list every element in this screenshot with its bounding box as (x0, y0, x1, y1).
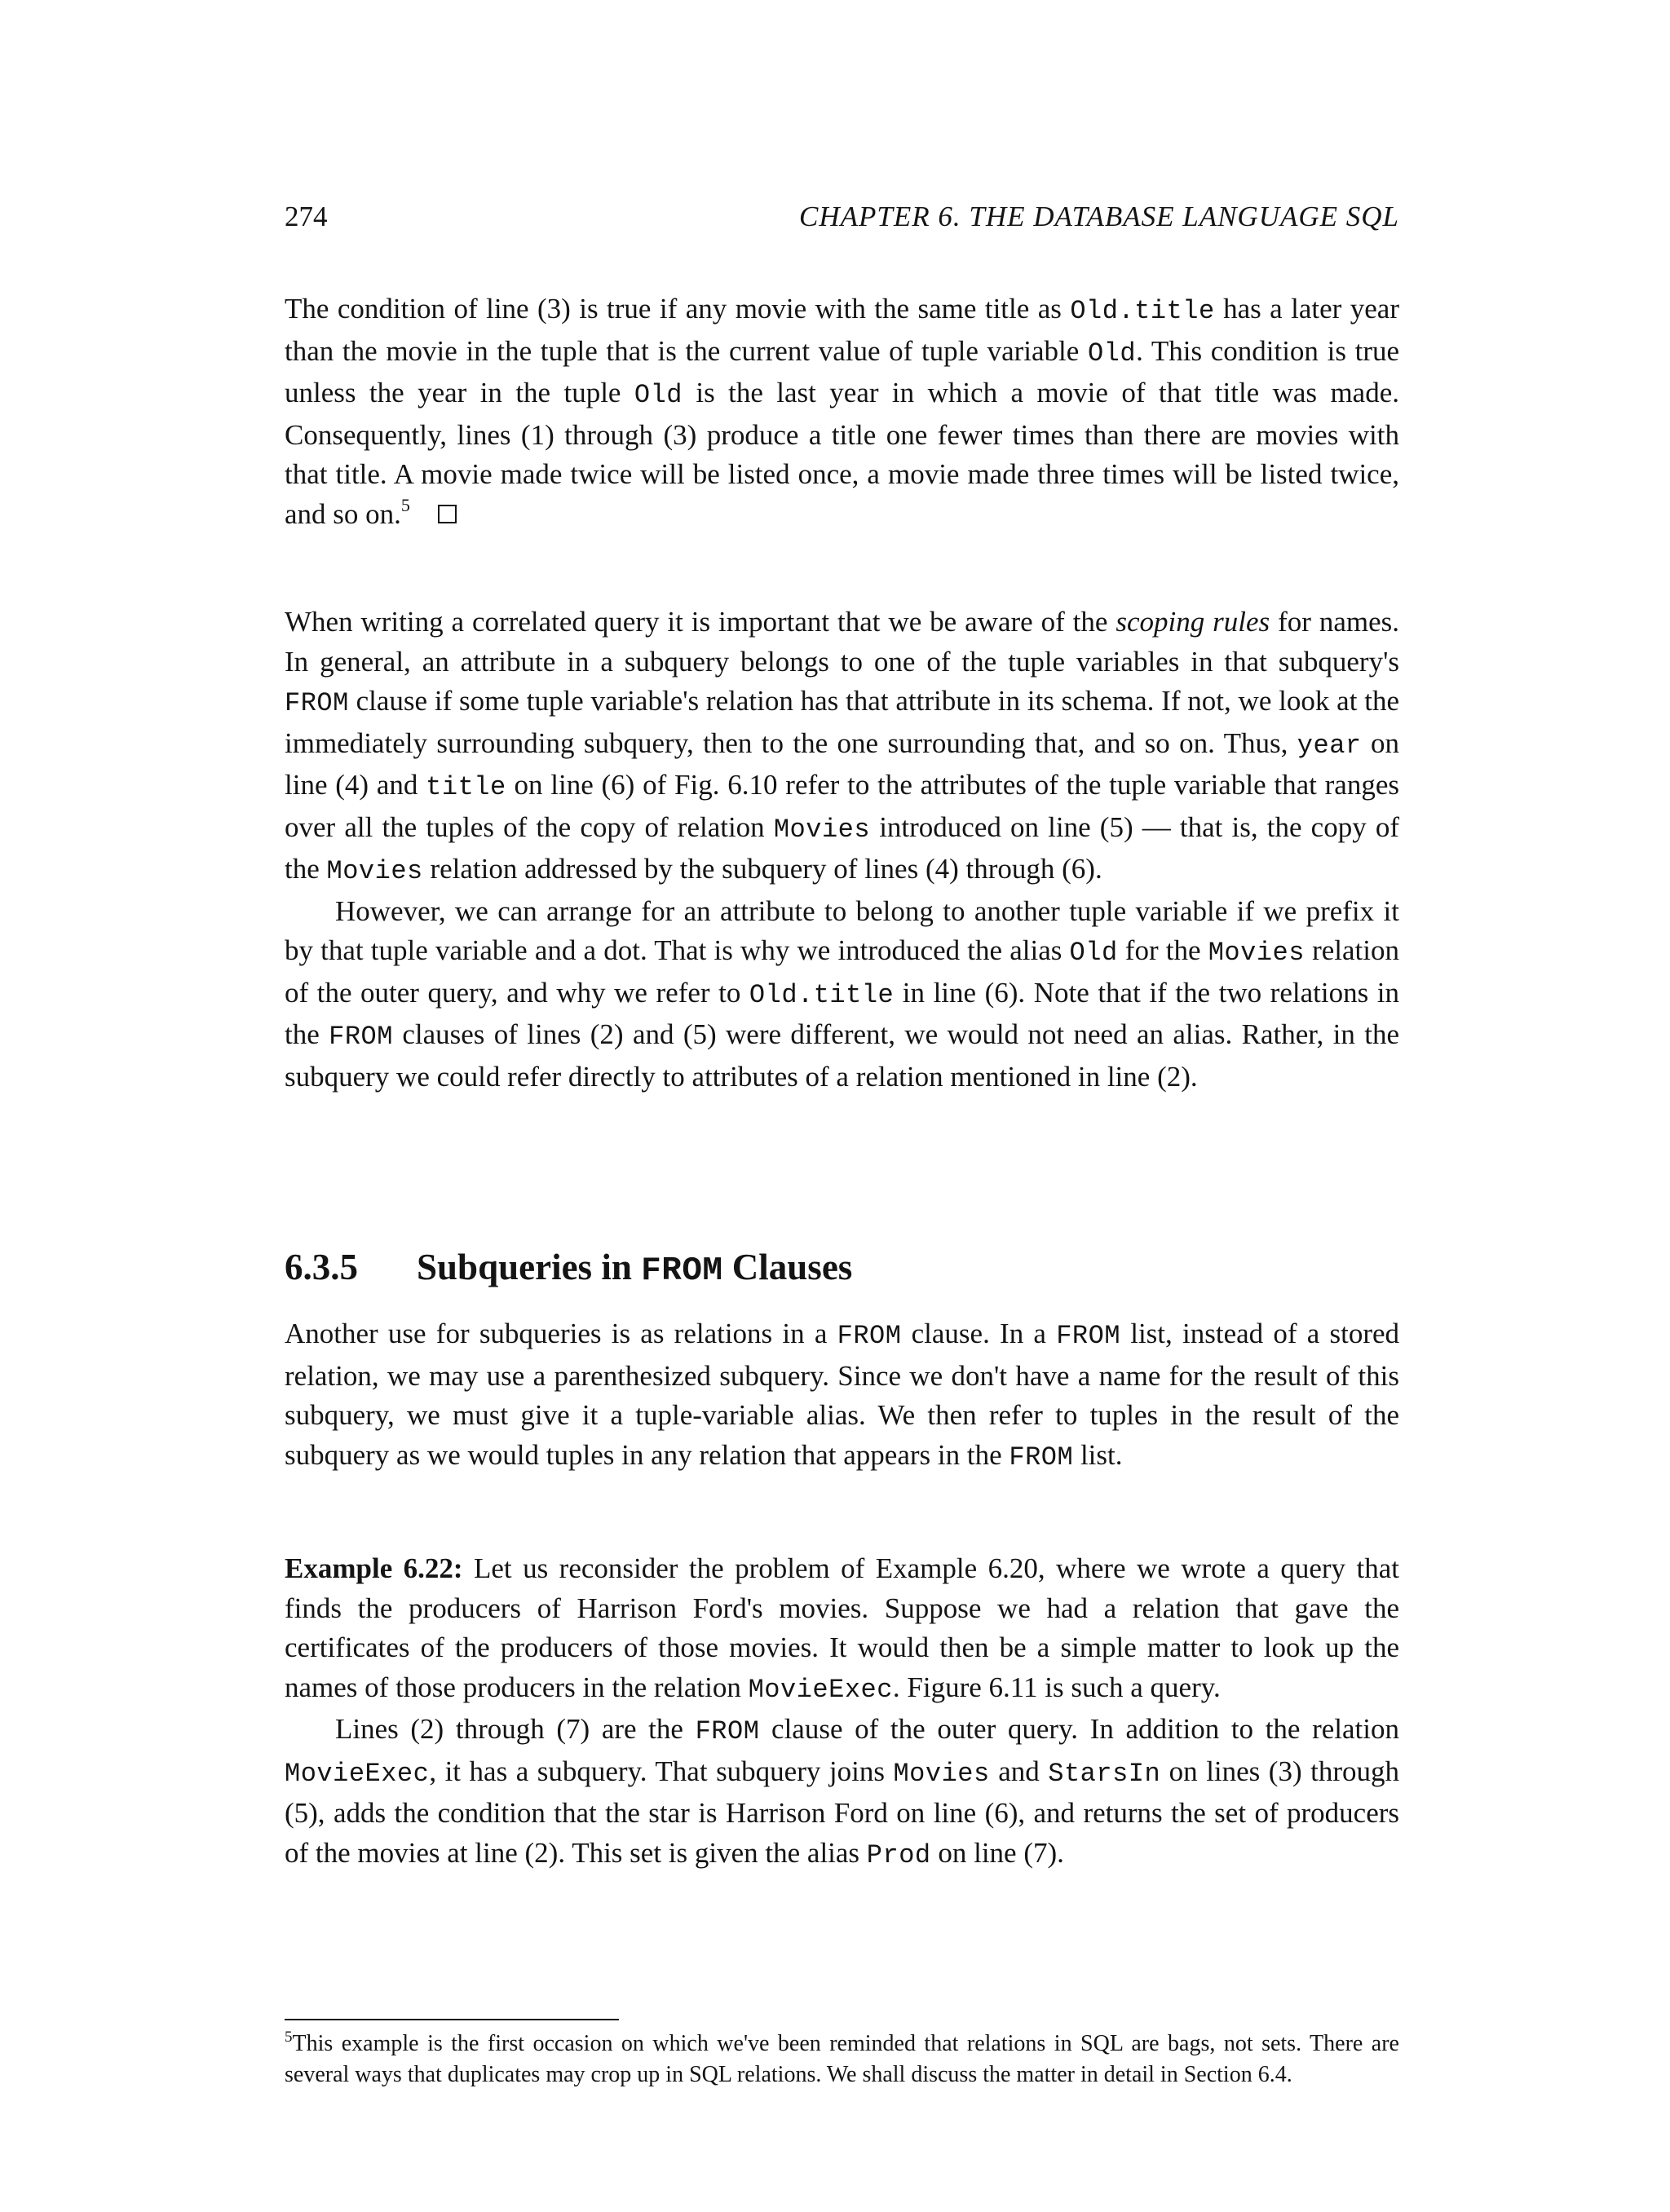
paragraph-scoping: When writing a correlated query it is important that we be aware of the scoping rules for names. In general, an attribute in a subquery belongs to one of the tuple variables in that subquery's FROM clause if some tuple variable's relation has that attribute in its schema. If not, we look at the immediately surrounding subquery, then to the one surrounding that, and so on. Thus, year on line (4) and title on line (6) of Fig. 6.10 refer to the attributes of the tuple variable that ranges over all the tuples of the copy of relation Movies introduced on line (5) — that is, the copy of the Movies relation addressed by the subquery of lines (4) through (6). (285, 606, 1399, 886)
body-block-1 (285, 289, 1399, 534)
code-span: StarsIn (1048, 1758, 1161, 1789)
example-label: Example 6.22: (285, 1552, 463, 1584)
footnote (285, 2029, 1399, 2091)
code-span: FROM (641, 1252, 723, 1290)
code-span: Movies (1208, 938, 1305, 968)
code-span: Old (634, 380, 683, 410)
paragraph-example: Example 6.22: Let us reconsider the problem of Example 6.20, where we wrote a query that finds the producers of Harrison Ford's movies. Suppose we had a relation that gave the certificates of the producers of those movies. It would then be a simple matter to look up the names of those producers in the relation MovieExec. Figure 6.11 is such a query. (285, 1552, 1399, 1705)
code-span: Old (1069, 938, 1118, 968)
code-span: FROM (837, 1321, 902, 1351)
code-span: FROM (1009, 1442, 1074, 1472)
code-span: MovieExec (748, 1674, 893, 1705)
section-heading: 6.3.5 Subqueries in FROM Clauses (285, 1247, 853, 1290)
code-span: FROM (1056, 1321, 1121, 1351)
body-block-4 (285, 1549, 1399, 1875)
code-span: Old.title (1070, 296, 1215, 326)
code-span: year (1297, 730, 1362, 761)
running-header (285, 201, 1399, 246)
end-of-example-box-icon (438, 505, 457, 523)
paragraph-condition: The condition of line (3) is true if any movie with the same title as Old.title has a later year than the movie in the tuple that is the current value of tuple variable Old. This condition is true unless the year in the tuple Old is the last year in which a movie of that title was made. Consequently, lines (1) through (3) produce a title one fewer times than there are movies with that title. A movie made twice will be listed once, a movie made three times will be listed twice, and so on.$^5$ (285, 293, 1400, 530)
code-span: Old.title (749, 979, 895, 1010)
page-number: 274 (285, 201, 328, 232)
footnote-ref: 5 (400, 494, 410, 515)
code-span: Prod (866, 1839, 931, 1870)
footnote-rule (285, 2019, 619, 2020)
chapter-title: CHAPTER 6. THE DATABASE LANGUAGE SQL (799, 201, 1399, 232)
code-span: title (426, 772, 506, 802)
body-block-3 (285, 1314, 1399, 1477)
code-span: Movies (326, 856, 423, 886)
footnote-mark: 5 (285, 2029, 293, 2046)
body-block-2 (285, 603, 1399, 1097)
emphasis: scoping rules (1116, 606, 1270, 638)
paragraph-lines: Lines (2) through (7) are the FROM clause of the outer query. In addition to the relation MovieExec, it has a subquery. That subquery joins Movies and StarsIn on lines (3) through (5), adds the condition that the star is Harrison Ford on line (6), and returns the set of producers of the movies at line (2). This set is given the alias Prod on line (7). (285, 1713, 1400, 1870)
code-span: Old (1087, 338, 1137, 369)
code-span: FROM (285, 688, 349, 718)
code-span: FROM (329, 1022, 393, 1052)
code-span: MovieExec (285, 1758, 430, 1789)
paragraph-from-subqueries: Another use for subqueries is as relations in a FROM clause. In a FROM list, instead of a stored relation, we may use a parenthesized subquery. Since we don't have a name for the result of this subquery, we must give it a tuple-variable alias. We then refer to tuples in the result of the subquery as we would tuples in any relation that appears in the FROM list. (285, 1318, 1400, 1472)
code-span: FROM (695, 1716, 760, 1746)
code-span: Movies (893, 1758, 990, 1789)
footnote-text: This example is the first occasion on which we've been reminded that relations in SQL are bags, not sets. There are several ways that duplicates may crop up in SQL relations. We shall discuss the matter in detail in Section 6.4. (285, 2031, 1399, 2087)
code-span: Movies (773, 814, 871, 845)
paragraph-alias: However, we can arrange for an attribute to belong to another tuple variable if we prefix it by that tuple variable and a dot. That is why we introduced the alias Old for the Movies relation of the outer query, and why we refer to Old.title in line (6). Note that if the two relations in the FROM clauses of lines (2) and (5) were different, we would not need an alias. Rather, in the subquery we could refer directly to attributes of a relation mentioned in line (2). (285, 894, 1399, 1093)
section-number: 6.3.5 (285, 1247, 358, 1287)
